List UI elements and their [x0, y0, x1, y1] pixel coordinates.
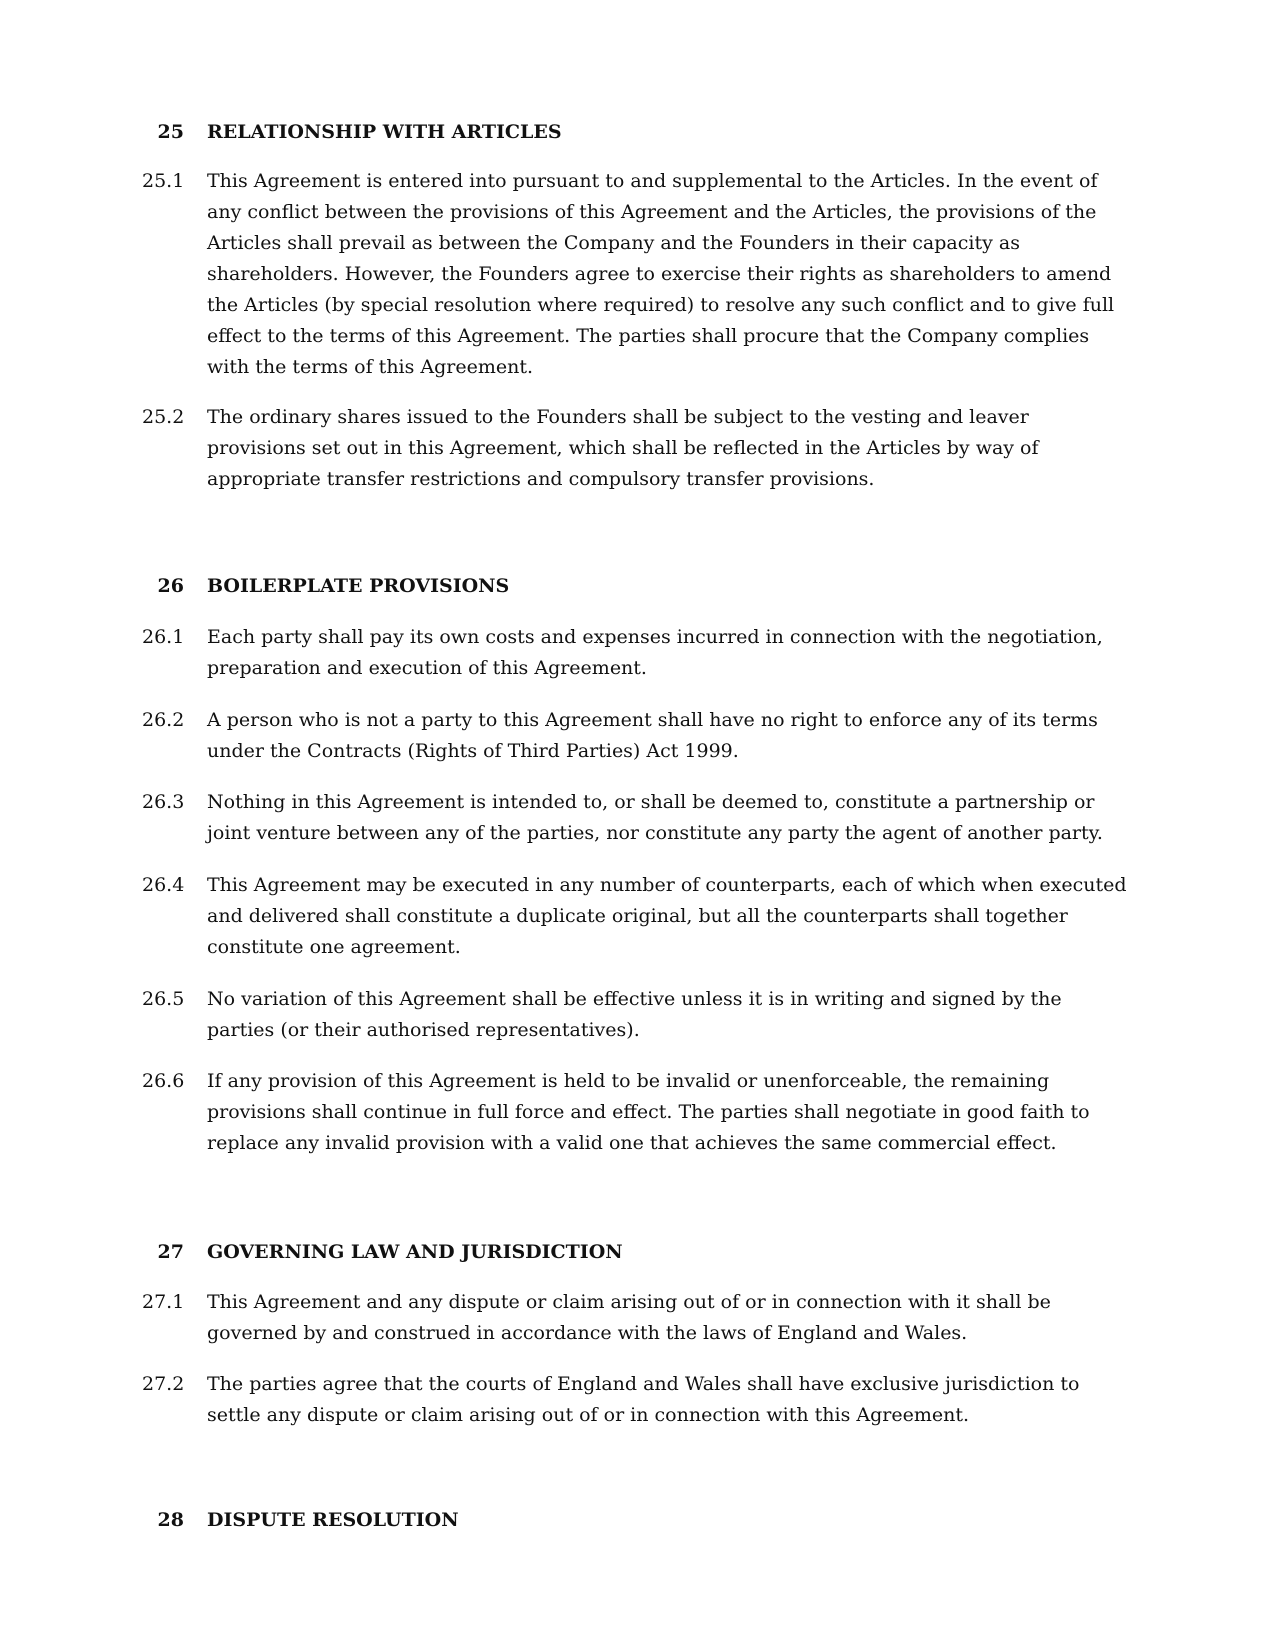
clause-number: 26.3 [142, 791, 185, 813]
clause-number: 26.6 [142, 1070, 185, 1092]
clause-text: This Agreement and any dispute or claim arising out of or in connection with it shall be governed by and construed in accordance with the laws of England and Wales. [207, 1291, 1051, 1344]
section-27 [0, 1237, 1275, 1267]
clause-number: 25.2 [142, 406, 185, 428]
clause-26-1 [0, 622, 1275, 684]
section-title: BOILERPLATE PROVISIONS [207, 575, 510, 597]
clause-27-1 [0, 1287, 1275, 1349]
clause-number: 26.5 [142, 988, 185, 1010]
section-25 [0, 117, 1275, 147]
section-heading [0, 1505, 1275, 1535]
clause-number: 26.4 [142, 874, 185, 896]
clause-number: 26.1 [142, 626, 185, 648]
clause-25-1 [0, 166, 1275, 383]
section-title: RELATIONSHIP WITH ARTICLES [207, 121, 562, 143]
section-heading [0, 571, 1275, 601]
section-number: 27 [157, 1241, 184, 1263]
clause-26-6 [0, 1066, 1275, 1159]
clause-text: A person who is not a party to this Agreement shall have no right to enforce any of its terms under the Contracts (Rights of Third Parties) Act 1999. [207, 709, 1098, 762]
section-title: DISPUTE RESOLUTION [207, 1509, 459, 1531]
clause-text: Each party shall pay its own costs and expenses incurred in connection with the negotiation, preparation and execution of this Agreement. [207, 626, 1103, 679]
clause-text: This Agreement is entered into pursuant to and supplemental to the Articles. In the event of any conflict between the provisions of this Agreement and the Articles, the provisions of the Articles shall prevail as between the Company and the Founders in their capacity as shareholders. However, the Founders agree to exercise their rights as shareholders to amend the Articles (by special resolution where required) to resolve any such conflict and to give full effect to the terms of this Agreement. The parties shall procure that the Company complies with the terms of this Agreement. [207, 170, 1115, 378]
clause-25-2 [0, 402, 1275, 495]
clause-26-2 [0, 705, 1275, 767]
clause-26-3 [0, 787, 1275, 849]
clause-number: 26.2 [142, 709, 185, 731]
section-number: 25 [157, 121, 184, 143]
clause-text: The parties agree that the courts of England and Wales shall have exclusive jurisdiction to settle any dispute or claim arising out of or in connection with this Agreement. [207, 1373, 1080, 1426]
clause-27-2 [0, 1369, 1275, 1431]
section-26 [0, 571, 1275, 601]
clause-number: 27.2 [142, 1373, 185, 1395]
clause-text: This Agreement may be executed in any number of counterparts, each of which when executed and delivered shall constitute a duplicate original, but all the counterparts shall together constitute one agreement. [207, 874, 1127, 958]
section-heading [0, 117, 1275, 147]
clause-text: The ordinary shares issued to the Founders shall be subject to the vesting and leaver provisions set out in this Agreement, which shall be reflected in the Articles by way of appropriate transfer restrictions and compulsory transfer provisions. [207, 406, 1039, 490]
clause-26-5 [0, 984, 1275, 1046]
section-number: 28 [157, 1509, 184, 1531]
clause-text: No variation of this Agreement shall be effective unless it is in writing and signed by the parties (or their authorised representatives). [207, 988, 1062, 1041]
clause-number: 27.1 [142, 1291, 185, 1313]
clause-text: Nothing in this Agreement is intended to, or shall be deemed to, constitute a partnership or joint venture between any of the parties, nor constitute any party the agent of another party. [207, 791, 1103, 844]
section-title: GOVERNING LAW AND JURISDICTION [207, 1241, 623, 1263]
section-number: 26 [157, 575, 184, 597]
clause-text: If any provision of this Agreement is held to be invalid or unenforceable, the remaining provisions shall continue in full force and effect. The parties shall negotiate in good faith to replace any invalid provision with a valid one that achieves the same commercial effect. [207, 1070, 1090, 1154]
clause-number: 25.1 [142, 170, 185, 192]
clause-26-4 [0, 870, 1275, 963]
section-heading [0, 1237, 1275, 1267]
section-28 [0, 1505, 1275, 1535]
